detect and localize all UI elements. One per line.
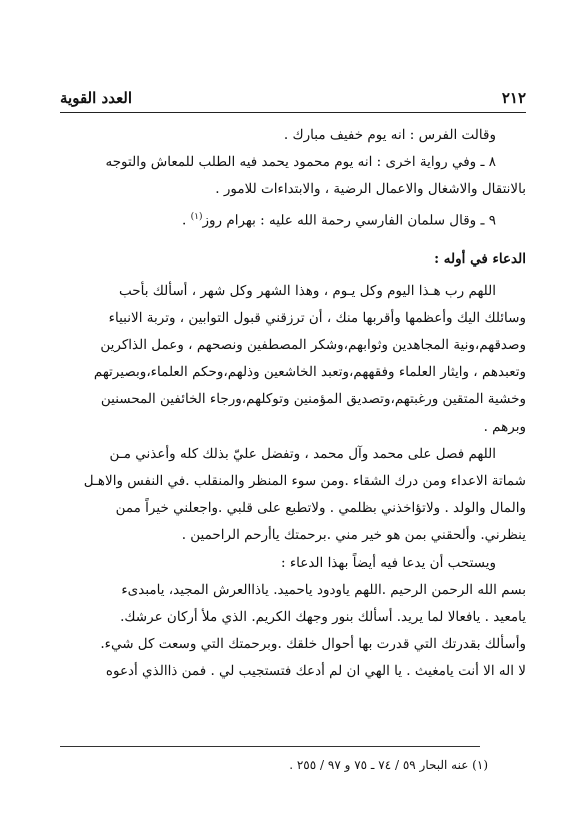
text-line: وخشية المتقين ورغبتهم،وتصديق المؤمنين وتوكلهم،ورجاء الخائفين المحسنين — [100, 391, 526, 408]
text-line: وتعبدهم ، وايثار العلماء وفقههم،وتعبد الخاشعين وذلهم،وحكم العلماء،وبصيرتهم — [93, 364, 526, 381]
text-line: لا اله الا أنت يامغيث . يا الهي ان لم أدعك فتستجيب لي . فمن ذاالذي أدعوه — [105, 663, 526, 680]
text-line: ٩ ـ وقال سلمان الفارسي رحمة الله عليه : بهرام روز$^{(١)}$ . — [182, 211, 496, 229]
section-heading: الدعاء في أوله : — [434, 251, 526, 268]
text-line: وبرهم . — [483, 418, 526, 435]
text-line: بسم الله الرحمن الرحيم .اللهم ياودود ياحميد. ياذاالعرش المجيد، يامبدىء — [121, 581, 526, 598]
text-line: يامعيد . يافعالا لما يريد. أسألك بنور وجهك الكريم. الذي ملأ أركان عرشك. — [120, 608, 526, 625]
text-line-body: ٩ ـ وقال سلمان الفارسي رحمة الله عليه : بهرام روز — [202, 212, 496, 229]
text-line: وأسألك بقدرتك التي قدرت بها أحوال خلقك .وبرحمتك التي وسعت كل شيء. — [100, 636, 526, 653]
footnote: (١) عنه البحار ٥٩ / ٧٤ ـ ٧٥ و ٩٧ / ٢٥٥ . — [289, 758, 488, 772]
book-title: العدد القوية — [60, 89, 133, 107]
text-line: وقالت الفرس : انه يوم خفيف مبارك . — [283, 127, 496, 143]
text-line: اللهم فصل على محمد وآل محمد ، وتفضل عليّ بذلك كله وأعذني مـن — [109, 445, 496, 462]
text-line: اللهم رب هـذا اليوم وكل يـوم ، وهذا الشهر وكل شهر ، أسألك بأحب — [118, 282, 496, 299]
text-line: والمال والولد . ولاتؤاخذني بظلمي . ولاتطبع على قلبي .واجعلني خيراً ممن — [115, 500, 526, 517]
text-line: ٨ ـ وفي رواية اخرى : انه يوم محمود يحمد فيه الطلب للمعاش والتوجه — [105, 154, 496, 171]
text-line: وسائلك اليك وأعظمها وأقربها منك ، أن ترزقني قبول التوابين ، وتربة الانبياء — [108, 309, 526, 326]
header-divider — [60, 112, 526, 113]
footnote-ref: (١) — [190, 211, 203, 222]
text-line: ينظرني. وألحقني بمن هو خير مني .برحمتك ياأرحم الراحمين . — [181, 527, 526, 544]
text-line: ويستحب أن يدعا فيه أيضاً بهذا الدعاء : — [280, 554, 496, 571]
text-line: بالانتقال والاشغال والاعمال الرضية ، والابتداءات للامور . — [215, 181, 526, 198]
page-number: ٢١٢ — [501, 89, 526, 107]
footnote-divider — [60, 746, 480, 747]
text-line: شماتة الاعداء ومن درك الشقاء .ومن سوء المنظر والمنقلب .في النفس والاهـل — [83, 472, 526, 489]
spacer — [62, 234, 526, 240]
page-header — [60, 84, 526, 112]
page-body — [62, 122, 526, 686]
text-line: وصدقهم،ونية المجاهدين وثوابهم،وشكر المصطفين ونصحهم ، وعمل الذاكرين — [100, 336, 526, 353]
